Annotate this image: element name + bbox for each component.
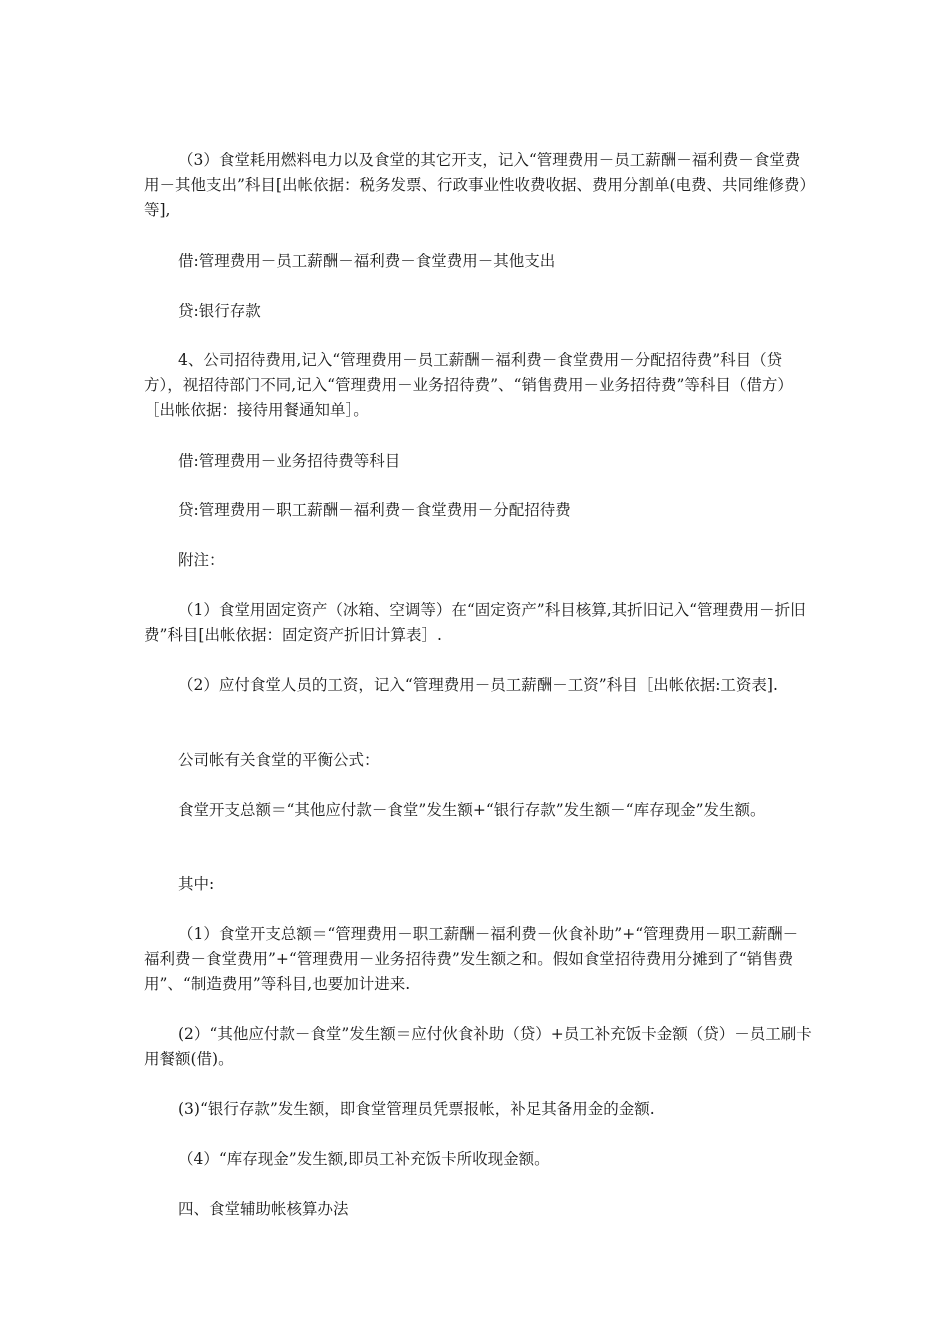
paragraph-wages-note: （2）应付食堂人员的工资，记入“管理费用－员工薪酬－工资”科目［出帐依据:工资表]. xyxy=(178,676,778,694)
paragraph-balance-formula-heading: 公司帐有关食堂的平衡公式： xyxy=(178,751,380,769)
paragraph-credit-allocated-entertainment: 贷:管理费用－职工薪酬－福利费－食堂费用－分配招待费 xyxy=(178,501,571,519)
paragraph-credit-bank-deposit: 贷:银行存款 xyxy=(178,302,261,320)
paragraph-bank-deposit-amount: (3)“银行存款”发生额，即食堂管理员凭票报帐，补足其备用金的金额. xyxy=(178,1100,655,1118)
paragraph-debit-entertainment: 借:管理费用－业务招待费等科目 xyxy=(178,452,401,470)
paragraph-among-which: 其中: xyxy=(178,875,215,893)
paragraph-total-expenses: （1）食堂开支总额＝“管理费用－职工薪酬－福利费－伙食补助”+“管理费用－职工薪酬－福利费－食堂费用”+“管理费用－业务招待费”发生额之和。假如食堂招待费用分摊到了“销售费用”、“制造费用”等科目,也要加计进来. xyxy=(144,925,799,993)
paragraph-cash-amount: （4）“库存现金”发生额,即员工补充饭卡所收现金额。 xyxy=(178,1150,550,1168)
paragraph-balance-formula: 食堂开支总额＝“其他应付款－食堂”发生额+“银行存款”发生额－“库存现金”发生额。 xyxy=(178,801,766,819)
paragraph-entertainment-expenses: 4、公司招待费用,记入“管理费用－员工薪酬－福利费－食堂费用－分配招待费”科目（贷方），视招待部门不同,记入“管理费用－业务招待费”、“销售费用－业务招待费”等科目（借方）［出帐依据：接待用餐通知单］。 xyxy=(144,351,793,419)
paragraph-fixed-assets-note: （1）食堂用固定资产（冰箱、空调等）在“固定资产”科目核算,其折旧记入“管理费用－折旧费”科目[出帐依据：固定资产折旧计算表］. xyxy=(144,601,806,644)
paragraph-notes-heading: 附注： xyxy=(178,551,225,569)
section-heading-auxiliary-accounts: 四、食堂辅助帐核算办法 xyxy=(178,1200,349,1218)
paragraph-debit-other-expenses: 借:管理费用－员工薪酬－福利费－食堂费用－其他支出 xyxy=(178,252,556,270)
paragraph-other-payables: (2）“其他应付款－食堂”发生额＝应付伙食补助（贷）+员工补充饭卡金额（贷）－员工刷卡用餐额(借)。 xyxy=(144,1025,812,1068)
paragraph-canteen-other-expenses: （3）食堂耗用燃料电力以及食堂的其它开支，记入“管理费用－员工薪酬－福利费－食堂费用－其他支出”科目[出帐依据：税务发票、行政事业性收费收据、费用分割单(电费、共同维修费）等], xyxy=(144,151,808,219)
